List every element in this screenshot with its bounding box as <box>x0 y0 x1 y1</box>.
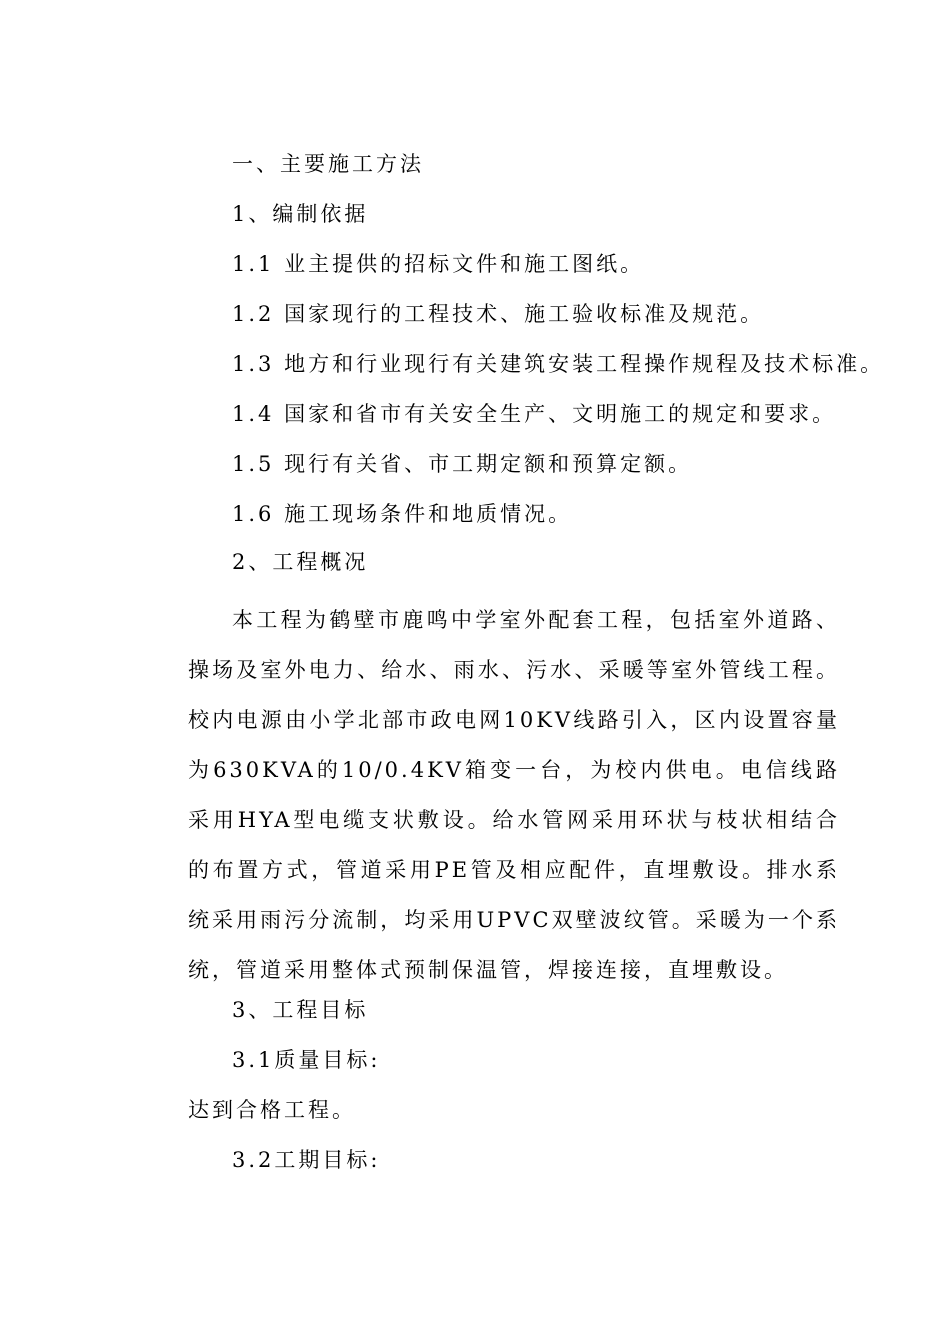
section-1-title: 1、编制依据 <box>232 202 369 226</box>
section-1-item-1: 1.1 业主提供的招标文件和施工图纸。 <box>232 252 645 276</box>
section-1-item-2: 1.2 国家现行的工程技术、施工验收标准及规范。 <box>232 302 765 326</box>
section-1-item-3: 1.3 地方和行业现行有关建筑安装工程操作规程及技术标准。 <box>232 352 885 376</box>
section-3-1-body: 达到合格工程。 <box>188 1098 356 1122</box>
section-1-item-5: 1.5 现行有关省、市工期定额和预算定额。 <box>232 452 693 476</box>
section-1-item-4: 1.4 国家和省市有关安全生产、文明施工的规定和要求。 <box>232 402 837 426</box>
section-3-2-title: 3.2工期目标: <box>232 1148 381 1172</box>
section-2-body: 本工程为鹤壁市鹿鸣中学室外配套工程，包括室外道路、操场及室外电力、给水、雨水、污水、采暖等室外管线工程。校内电源由小学北部市政电网10KV线路引入，区内设置容量为630KVA的10/0.4KV箱变一台，为校内供电。电信线路采用HYA型电缆支状敷设。给水管网采用环状与枝状相结合的布置方式，管道采用PE管及相应配件，直埋敷设。排水系统采用雨污分流制，均采用UPVC双壁波纹管。采暖为一个系统，管道采用整体式预制保温管，焊接连接，直埋敷设。 <box>188 608 840 982</box>
section-3-1-title: 3.1质量目标: <box>232 1048 381 1072</box>
section-1-item-6: 1.6 施工现场条件和地质情况。 <box>232 502 573 526</box>
section-2-title: 2、工程概况 <box>232 550 369 574</box>
section-3-title: 3、工程目标 <box>232 998 369 1022</box>
main-heading: 一、主要施工方法 <box>232 152 424 176</box>
